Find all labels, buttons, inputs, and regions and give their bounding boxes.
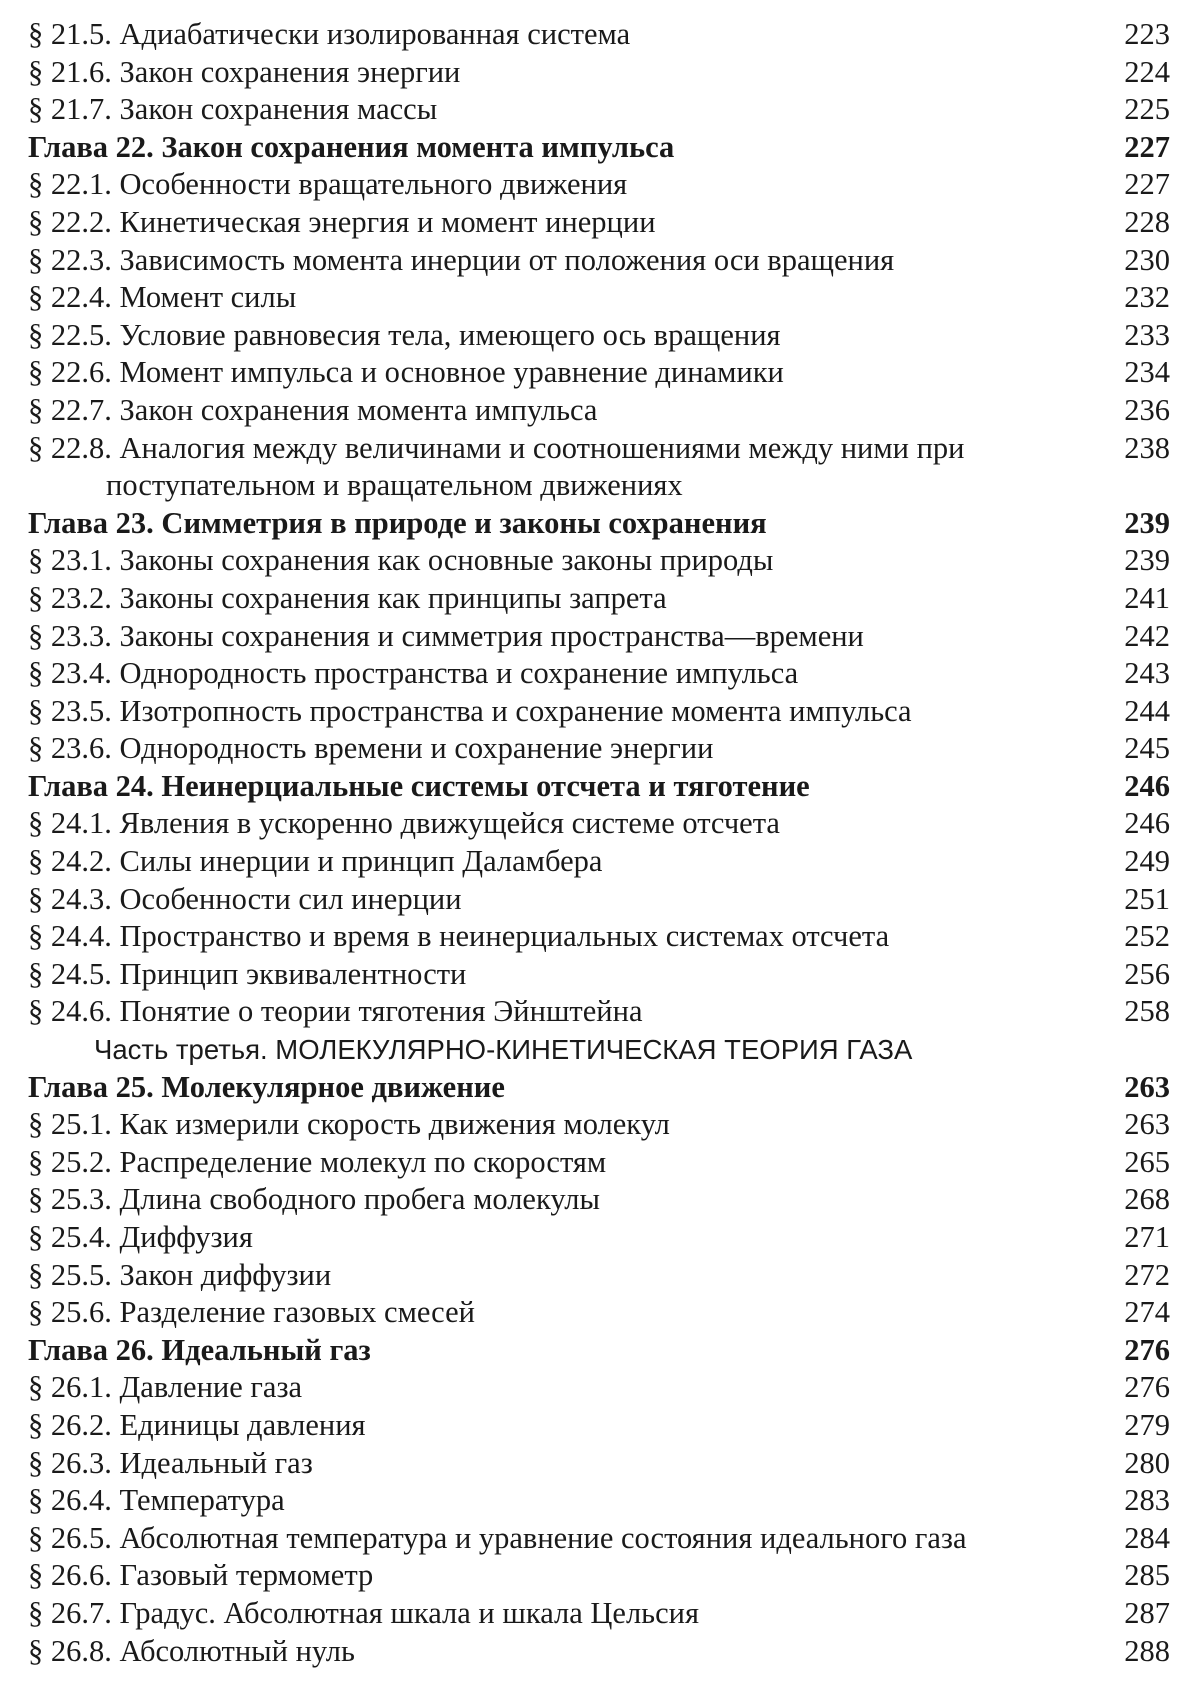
section-title: § 22.2. Кинетическая энергия и момент инерции [28, 204, 656, 239]
section-entry [28, 204, 1170, 242]
section-title: § 23.4. Однородность пространства и сохранение импульса [28, 656, 799, 691]
section-entry [28, 655, 1170, 693]
page-number: 276 [1124, 1370, 1170, 1405]
page-number: 263 [1124, 1069, 1170, 1104]
page-number: 242 [1124, 618, 1170, 653]
section-entry [28, 956, 1170, 994]
chapter-entry [28, 768, 1170, 806]
page-number: 284 [1124, 1520, 1170, 1555]
section-title: § 21.5. Адиабатически изолированная система [28, 17, 631, 51]
page-number: 287 [1124, 1595, 1170, 1630]
page-number: 224 [1124, 54, 1170, 89]
section-title: § 26.2. Единицы давления [28, 1407, 366, 1442]
section-entry [28, 1407, 1170, 1445]
section-title: § 22.4. Момент силы [28, 280, 297, 315]
page-number: 288 [1124, 1633, 1170, 1668]
section-entry [28, 1106, 1170, 1144]
section-title: § 25.3. Длина свободного пробега молекулы [28, 1182, 600, 1217]
section-entry [28, 1219, 1170, 1257]
chapter-title: Глава 26. Идеальный газ [28, 1332, 371, 1367]
section-entry [28, 1294, 1170, 1332]
section-entry [28, 1257, 1170, 1295]
section-title: § 24.5. Принцип эквивалентности [28, 956, 467, 991]
page-number: 239 [1124, 505, 1170, 540]
page-number: 245 [1124, 731, 1170, 766]
section-entry [28, 54, 1170, 92]
section-entry [28, 881, 1170, 919]
section-entry [28, 354, 1170, 392]
section-title: § 26.6. Газовый термометр [28, 1558, 374, 1593]
page-number: 280 [1124, 1445, 1170, 1480]
section-title: § 26.4. Температура [28, 1483, 285, 1518]
page-number: 239 [1124, 543, 1170, 578]
section-title: § 22.6. Момент импульса и основное уравнение динамики [28, 355, 784, 390]
section-entry [28, 1445, 1170, 1483]
section-entry [28, 580, 1170, 618]
table-of-contents [28, 16, 1170, 1670]
page-number: 246 [1124, 806, 1170, 841]
chapter-entry [28, 505, 1170, 543]
page-number: 283 [1124, 1483, 1170, 1518]
section-title: § 23.5. Изотропность пространства и сохранение момента импульса [28, 693, 912, 728]
section-entry [28, 242, 1170, 280]
section-entry [28, 1369, 1170, 1407]
section-title-continuation: поступательном и вращательном движениях [106, 468, 683, 503]
page-number: 252 [1124, 919, 1170, 954]
section-title: § 24.6. Понятие о теории тяготения Эйнштейна [28, 994, 643, 1029]
section-title: § 26.3. Идеальный газ [28, 1445, 313, 1480]
page-number: 223 [1124, 17, 1170, 51]
section-entry [28, 1595, 1170, 1633]
page-number: 234 [1124, 355, 1170, 390]
section-entry [28, 1144, 1170, 1182]
page-number: 238 [1124, 430, 1170, 465]
page-number: 233 [1124, 317, 1170, 352]
section-title: § 22.3. Зависимость момента инерции от положения оси вращения [28, 242, 895, 277]
page-number: 265 [1124, 1144, 1170, 1179]
page-number: 228 [1124, 204, 1170, 239]
section-entry [28, 618, 1170, 656]
section-title-line: § 22.8. Аналогия между величинами и соотношениями между ними при [28, 430, 965, 465]
page-number: 251 [1124, 881, 1170, 916]
chapter-title: Глава 22. Закон сохранения момента импульса [28, 129, 675, 164]
section-entry [28, 542, 1170, 580]
section-title: § 26.1. Давление газа [28, 1370, 303, 1405]
section-title: § 24.1. Явления в ускоренно движущейся системе отсчета [28, 806, 780, 841]
page-number: 258 [1124, 994, 1170, 1029]
page-number: 225 [1124, 92, 1170, 127]
page-number: 232 [1124, 280, 1170, 315]
chapter-entry [28, 1069, 1170, 1107]
chapter-entry [28, 129, 1170, 167]
section-entry [28, 430, 1170, 505]
section-title: § 23.6. Однородность времени и сохранение энергии [28, 731, 714, 766]
section-title: § 26.5. Абсолютная температура и уравнение состояния идеального газа [28, 1520, 967, 1555]
section-title: § 23.1. Законы сохранения как основные законы природы [28, 543, 774, 578]
section-title: § 25.1. Как измерили скорость движения молекул [28, 1107, 670, 1142]
page-number: 256 [1124, 956, 1170, 991]
page-number: 249 [1124, 844, 1170, 879]
chapter-entry [28, 1332, 1170, 1370]
page-number: 227 [1124, 167, 1170, 202]
section-entry [28, 843, 1170, 881]
page-number: 246 [1124, 768, 1170, 803]
section-title: § 24.2. Силы инерции и принцип Даламбера [28, 844, 603, 879]
page-number: 279 [1124, 1407, 1170, 1442]
section-entry [28, 693, 1170, 731]
page-number: 263 [1124, 1107, 1170, 1142]
section-title: § 26.7. Градус. Абсолютная шкала и шкала Цельсия [28, 1595, 699, 1630]
section-entry [28, 16, 1170, 54]
section-title: § 25.6. Разделение газовых смесей [28, 1295, 475, 1330]
section-title: § 21.7. Закон сохранения массы [28, 92, 438, 127]
section-entry [28, 918, 1170, 956]
page-number: 227 [1124, 129, 1170, 164]
section-title: § 24.4. Пространство и время в неинерциальных системах отсчета [28, 919, 890, 954]
page-number: 274 [1124, 1295, 1170, 1330]
page-number: 230 [1124, 242, 1170, 277]
section-title: § 21.6. Закон сохранения энергии [28, 54, 461, 89]
page-number: 271 [1124, 1220, 1170, 1254]
page-number: 276 [1124, 1332, 1170, 1367]
page-number: 285 [1124, 1558, 1170, 1593]
page-number: 243 [1124, 656, 1170, 691]
section-title: § 25.4. Диффузия [28, 1220, 253, 1254]
section-title: § 25.5. Закон диффузии [28, 1257, 332, 1292]
section-entry [28, 1633, 1170, 1671]
section-title [28, 430, 1080, 505]
section-entry [28, 1181, 1170, 1219]
section-title: § 23.3. Законы сохранения и симметрия пространства—времени [28, 618, 864, 653]
part-heading: Часть третья. МОЛЕКУЛЯРНО-КИНЕТИЧЕСКАЯ ТЕОРИЯ ГАЗА [94, 1034, 913, 1066]
section-entry [28, 166, 1170, 204]
section-title: § 22.1. Особенности вращательного движения [28, 167, 628, 202]
section-title: § 22.7. Закон сохранения момента импульса [28, 392, 598, 427]
section-title: § 25.2. Распределение молекул по скоростям [28, 1144, 607, 1179]
chapter-title: Глава 24. Неинерциальные системы отсчета и тяготение [28, 768, 810, 803]
section-title: § 24.3. Особенности сил инерции [28, 881, 462, 916]
section-entry [28, 392, 1170, 430]
chapter-title: Глава 23. Симметрия в природе и законы сохранения [28, 505, 767, 540]
page-number: 272 [1124, 1257, 1170, 1292]
section-title: § 26.8. Абсолютный нуль [28, 1633, 355, 1668]
section-title: § 22.5. Условие равновесия тела, имеющего ось вращения [28, 317, 781, 352]
section-entry [28, 993, 1170, 1031]
chapter-title: Глава 25. Молекулярное движение [28, 1069, 505, 1104]
page-number: 244 [1124, 693, 1170, 728]
section-entry [28, 1557, 1170, 1595]
page-number: 268 [1124, 1182, 1170, 1217]
section-title: § 23.2. Законы сохранения как принципы запрета [28, 580, 667, 615]
page-number: 236 [1124, 392, 1170, 427]
section-entry [28, 279, 1170, 317]
section-entry [28, 1520, 1170, 1558]
page-number: 241 [1124, 580, 1170, 615]
section-entry [28, 1482, 1170, 1520]
section-entry [28, 91, 1170, 129]
section-entry [28, 317, 1170, 355]
section-entry [28, 805, 1170, 843]
section-entry [28, 730, 1170, 768]
